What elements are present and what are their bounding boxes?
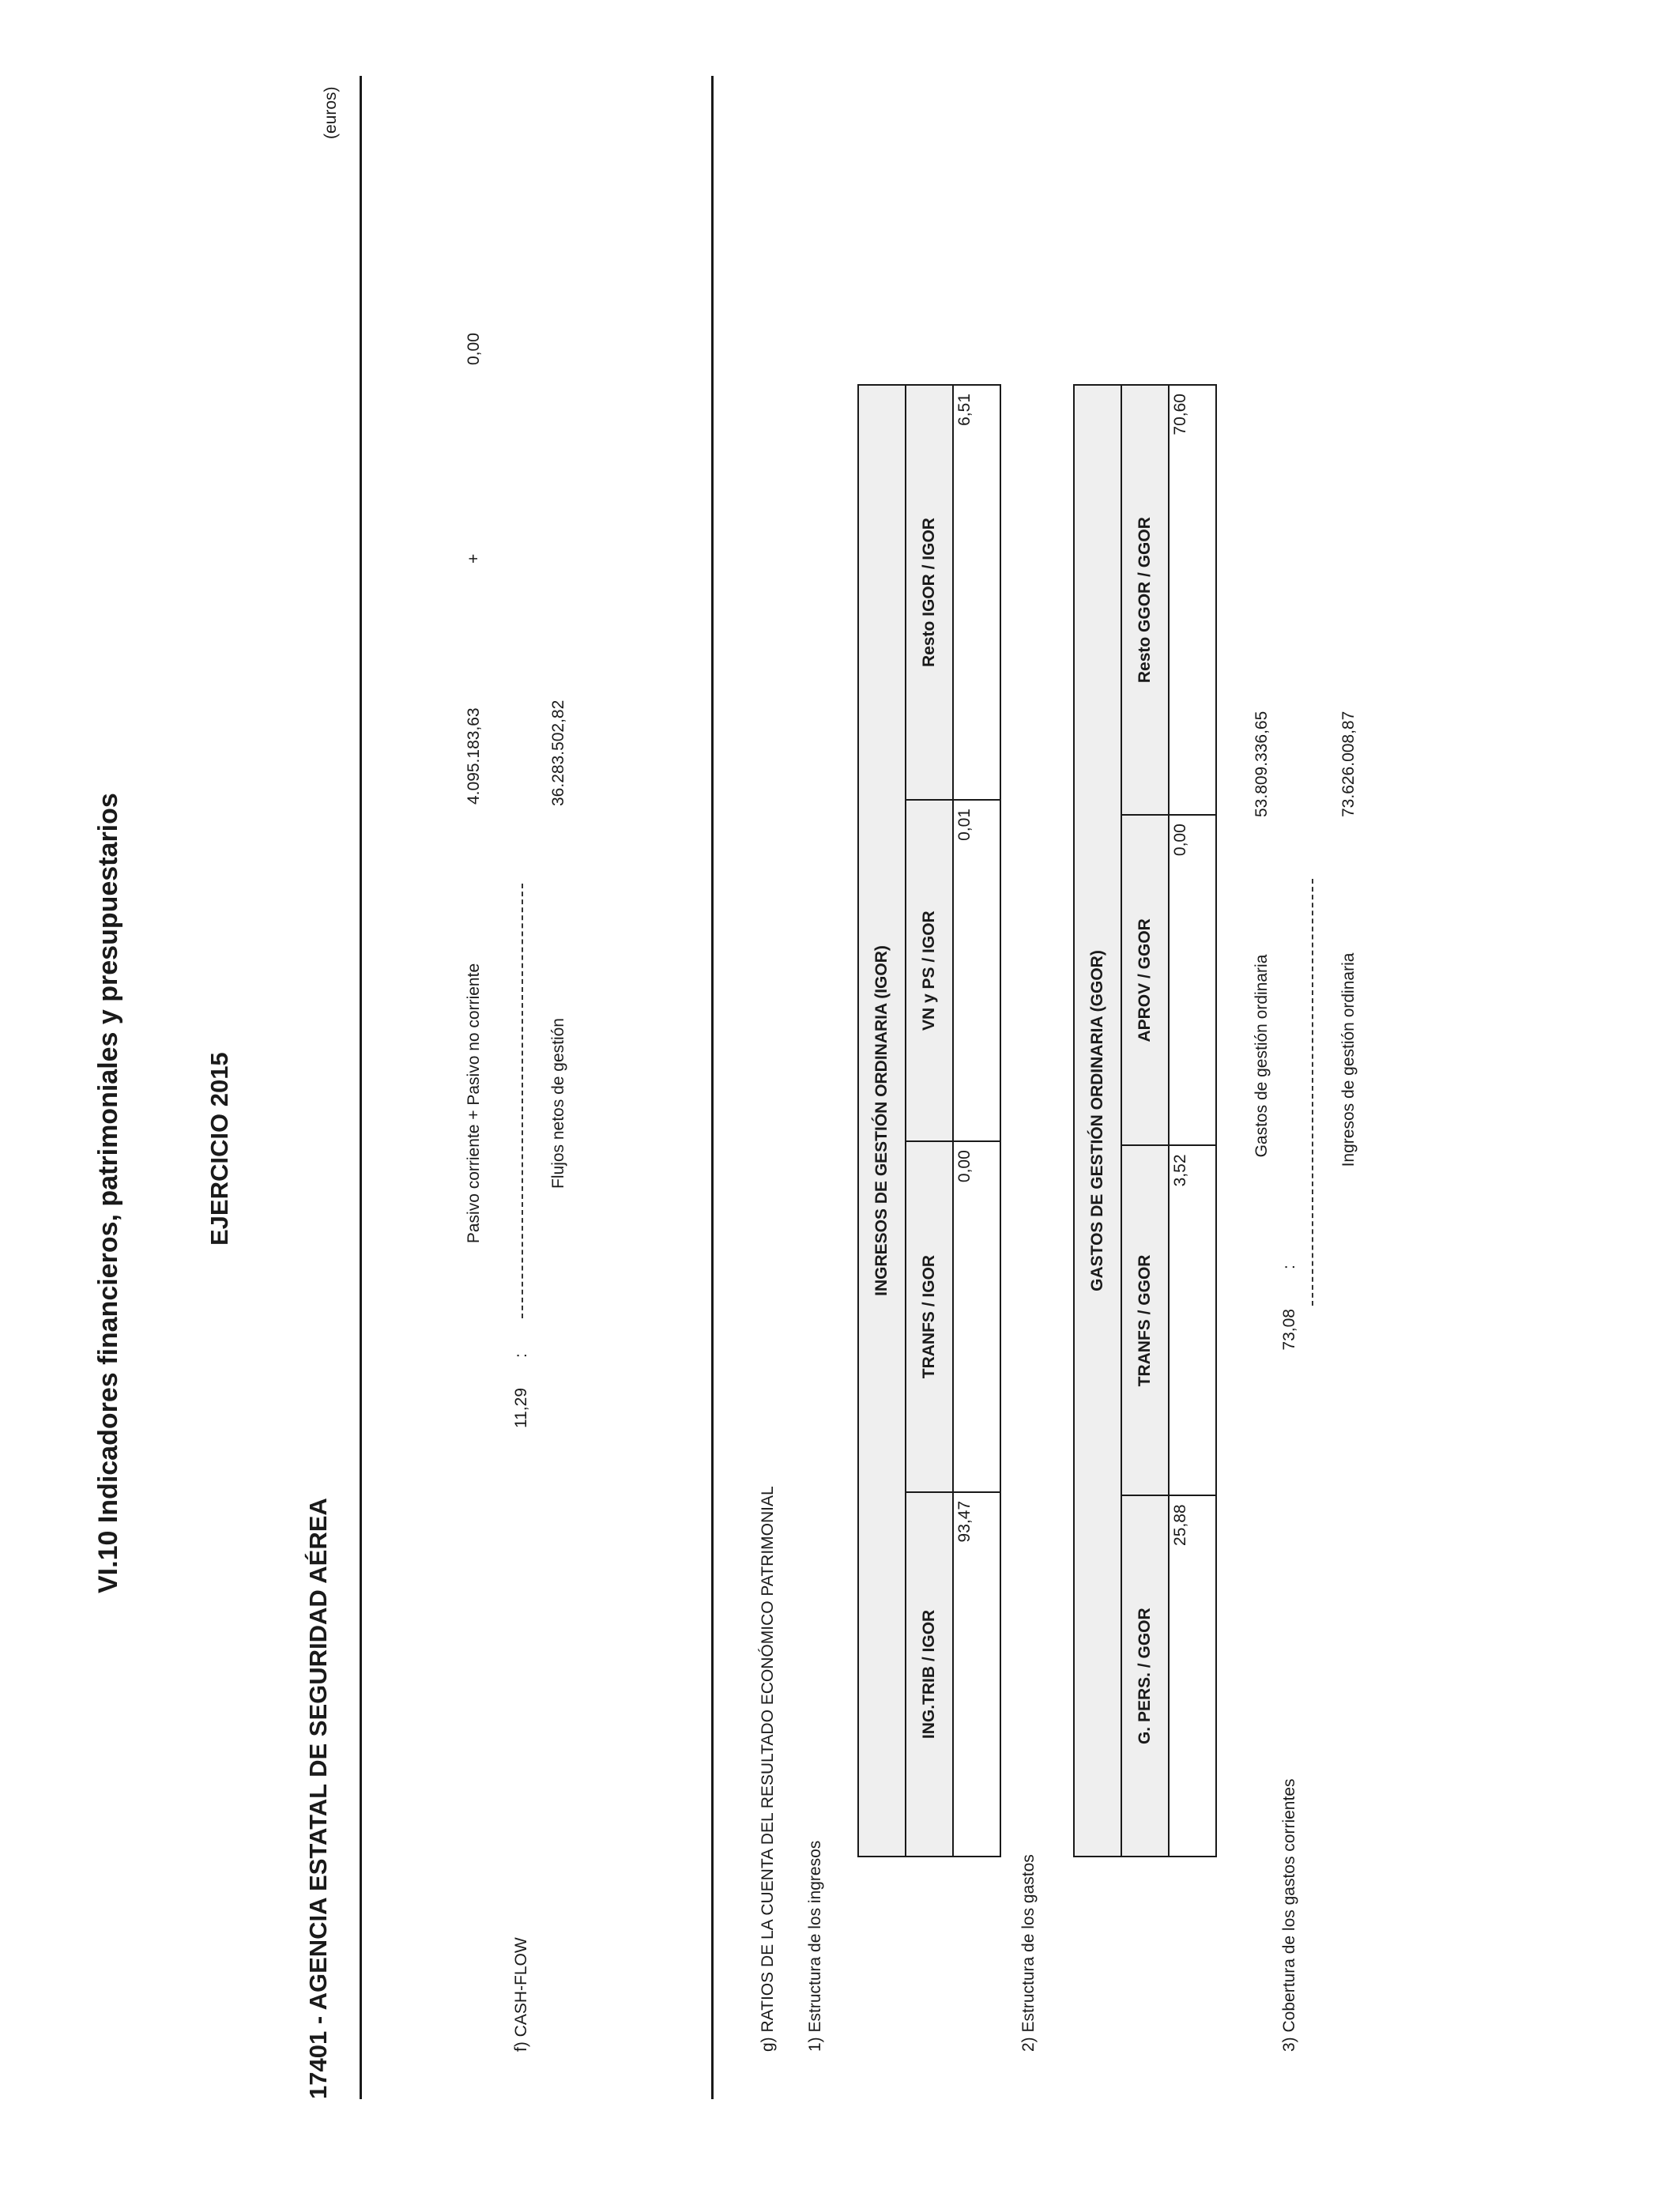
cobertura-denominator-label: Ingresos de gestión ordinaria [1339,952,1358,1167]
gastos-col-header: APROV / GGOR [1121,815,1169,1145]
cash-flow-numerator-value-1: 4.095.183,63 [465,707,483,805]
cobertura-numerator-value: 53.809.336,65 [1252,711,1271,817]
gastos-col-header: G. PERS. / GGOR [1121,1495,1169,1857]
cash-flow-value: 11,29 [512,1388,530,1428]
ingresos-table [857,384,1001,1857]
gastos-group-header: GASTOS DE GESTIÓN ORDINARIA (GGOR) [1074,385,1121,1857]
ingresos-value-cell: 0,00 [953,1141,1000,1492]
ingresos-value-cell: 93,47 [953,1492,1000,1857]
gastos-structure-label: 2) Estructura de los gastos [1019,1854,1038,2052]
cobertura-numerator-label: Gastos de gestión ordinaria [1252,954,1271,1158]
ingresos-col-header: Resto IGOR / IGOR [906,385,953,800]
ingresos-value-cell: 0,01 [953,800,1000,1141]
ingresos-col-header: VN y PS / IGOR [906,800,953,1141]
mid-divider [711,76,714,2099]
cash-flow-denominator-label: Flujos netos de gestión [549,1018,567,1189]
cash-flow-denominator-value: 36.283.502,82 [549,699,567,806]
ingresos-structure-label: 1) Estructura de los ingresos [806,1840,824,2052]
plus-sign: + [465,553,483,564]
cash-flow-colon: : [512,1353,530,1358]
gastos-value-cell: 3,52 [1169,1146,1216,1496]
exercise-year: EJERCICIO 2015 [205,1052,233,1246]
gastos-col-header: TRANFS / GGOR [1121,1146,1169,1496]
top-divider [360,76,362,2099]
cobertura-value: 73,08 [1280,1309,1298,1351]
page-title: VI.10 Indicadores financieros, patrimoniales y presupuestarios [93,793,123,1593]
cobertura-fraction-line [1312,879,1313,1306]
cash-flow-label: f) CASH-FLOW [512,1937,530,2052]
cash-flow-numerator-value-2: 0,00 [465,333,483,365]
gastos-value-cell: 25,88 [1169,1495,1216,1857]
gastos-col-header: Resto GGOR / GGOR [1121,385,1169,815]
cobertura-denominator-value: 73.626.008,87 [1339,711,1358,817]
ingresos-col-header: TRANFS / IGOR [906,1141,953,1492]
gastos-value-cell: 0,00 [1169,815,1216,1145]
ingresos-col-header: ING.TRIB / IGOR [906,1492,953,1857]
entity-name: 17401 - AGENCIA ESTATAL DE SEGURIDAD AÉREA [304,1498,332,2099]
ingresos-group-header: INGRESOS DE GESTIÓN ORDINARIA (IGOR) [858,385,906,1857]
gastos-table [1073,384,1217,1857]
ingresos-value-cell: 6,51 [953,385,1000,800]
cobertura-colon: : [1280,1265,1298,1269]
cash-flow-fraction-line [522,884,523,1318]
section-g-title: g) RATIOS DE LA CUENTA DEL RESULTADO ECONÓMICO PATRIMONIAL [759,1486,777,2052]
gastos-value-cell: 70,60 [1169,385,1216,815]
currency-unit: (euros) [322,86,340,139]
cash-flow-numerator-label: Pasivo corriente + Pasivo no corriente [465,963,483,1244]
cobertura-label: 3) Cobertura de los gastos corrientes [1280,1778,1298,2052]
